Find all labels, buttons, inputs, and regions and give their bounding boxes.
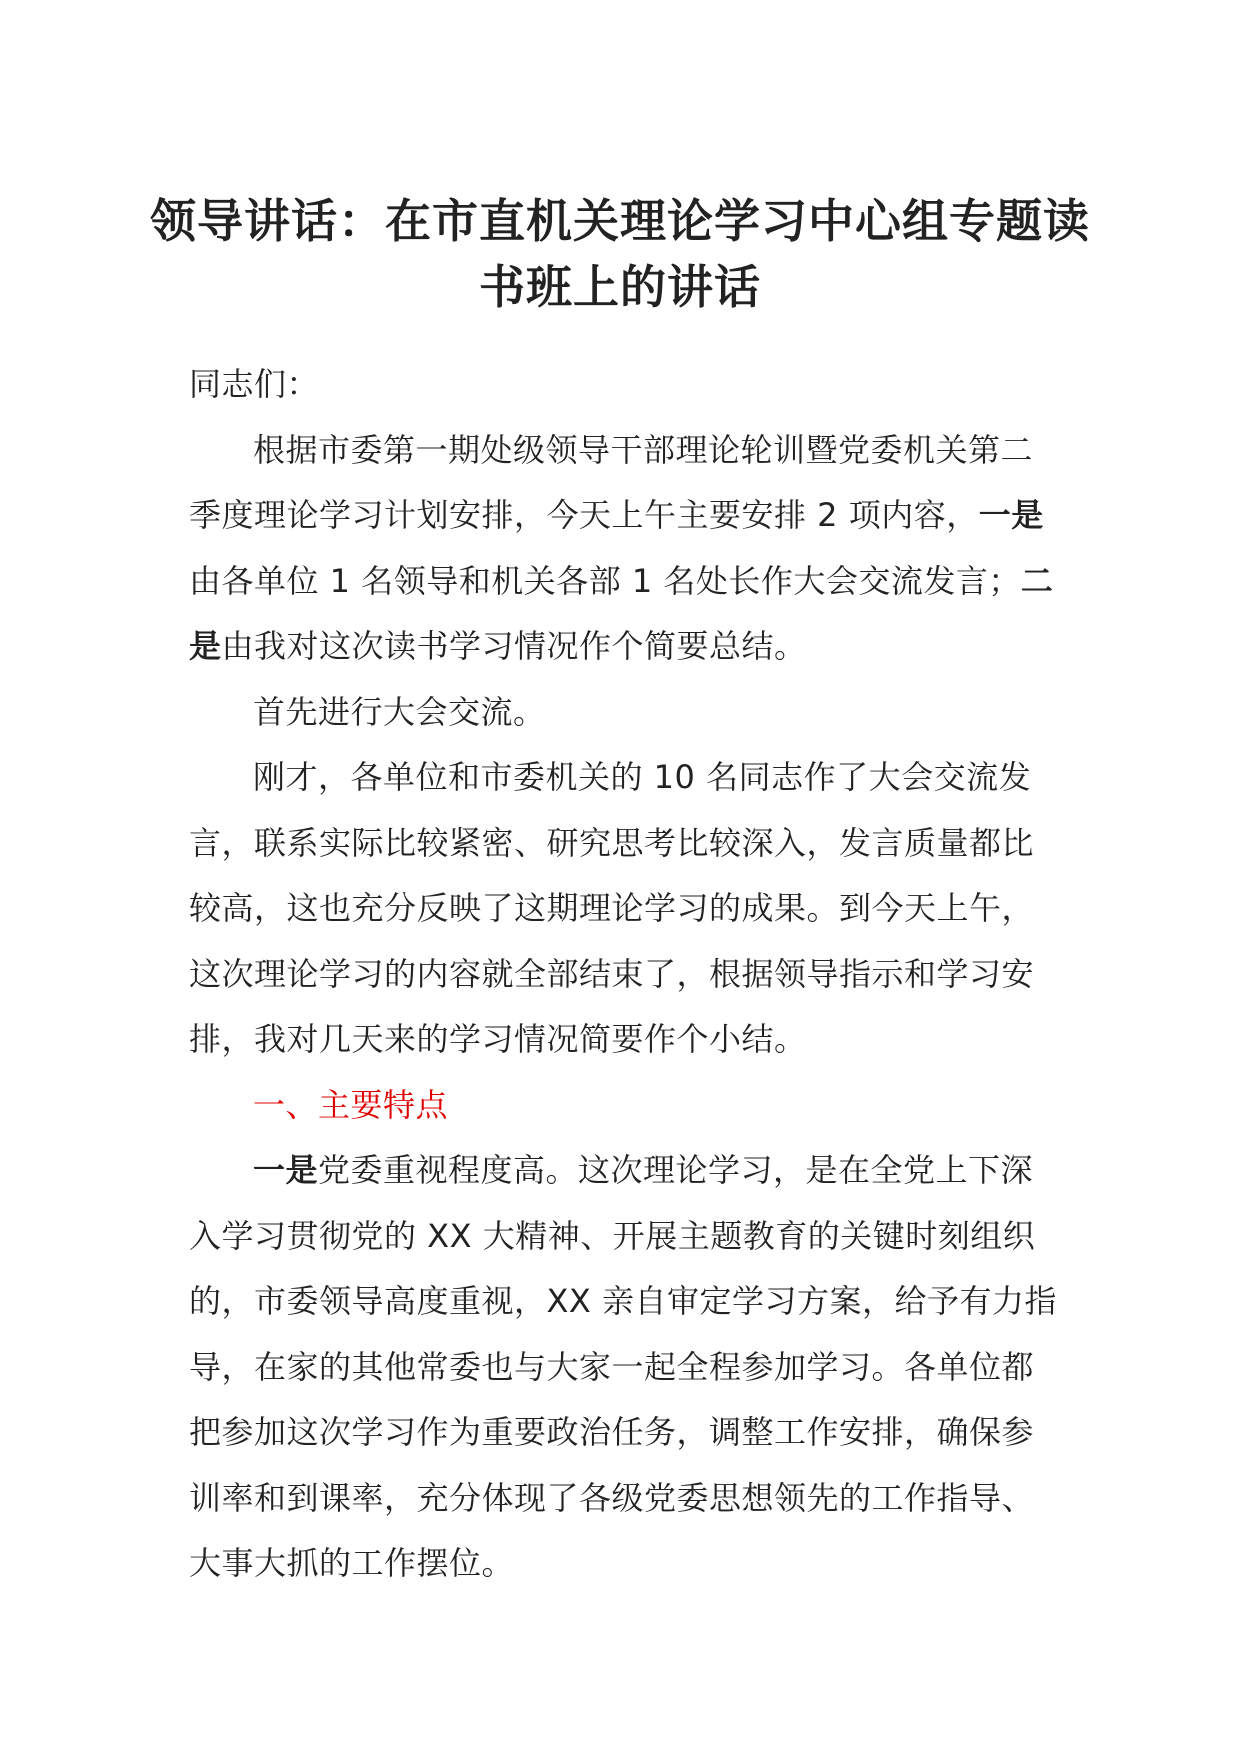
section-heading-main-features: 一、主要特点 xyxy=(253,1085,449,1124)
paragraph-intro-bold-first: 一是 xyxy=(978,496,1044,534)
paragraph-summary: 刚才，各单位和市委机关的 10 名同志作了大会交流发言，联系实际比较紧密、研究思考比较深入，发言质量都比较高，这也充分反映了这期理论学习的成果。到今天上午，这次理论学习的内容就全部结束了，根据领导指示和学习安排，我对几天来的学习情况简要作个小结。 xyxy=(189,758,1035,1058)
document-body xyxy=(189,352,1059,1597)
paragraph-feature-one-bold: 一是 xyxy=(253,1151,319,1189)
paragraph-intro xyxy=(189,418,1059,680)
paragraph-intro-bold-second: 二是 xyxy=(189,561,1054,665)
paragraph-feature-one-text: 党委重视程度高。这次理论学习，是在全党上下深入学习贯彻党的 XX 大精神、开展主题教育的关键时刻组织的，市委领导高度重视，XX 亲自审定学习方案，给予有力指导，在家的其他常委也与大家一起全程参加学习。各单位都把参加这次学习作为重要政治任务，调整工作安排，确保参训率和到课率，充分体现了各级党委思想领先的工作指导、大事大抓的工作摆位。 xyxy=(189,1151,1058,1582)
paragraph-feature-one xyxy=(189,1138,1059,1597)
paragraph-exchange: 首先进行大会交流。 xyxy=(253,692,546,731)
paragraph-intro-text-c: 由各单位 1 名领导和机关各部 1 名处长作大会交流发言； xyxy=(189,561,1021,600)
paragraph-intro-text-a: 根据市委第一期处级领导干部理论轮训暨党委机关第二季度理论学习计划安排，今天上午主要安排 2 项内容， xyxy=(189,430,1034,534)
document-title: 领导讲话：在市直机关理论学习中心组专题读书班上的讲话 xyxy=(150,194,1090,314)
salutation: 同志们： xyxy=(189,365,320,403)
paragraph-intro-text-e: 由我对这次读书学习情况作个简要总结。 xyxy=(221,627,807,665)
